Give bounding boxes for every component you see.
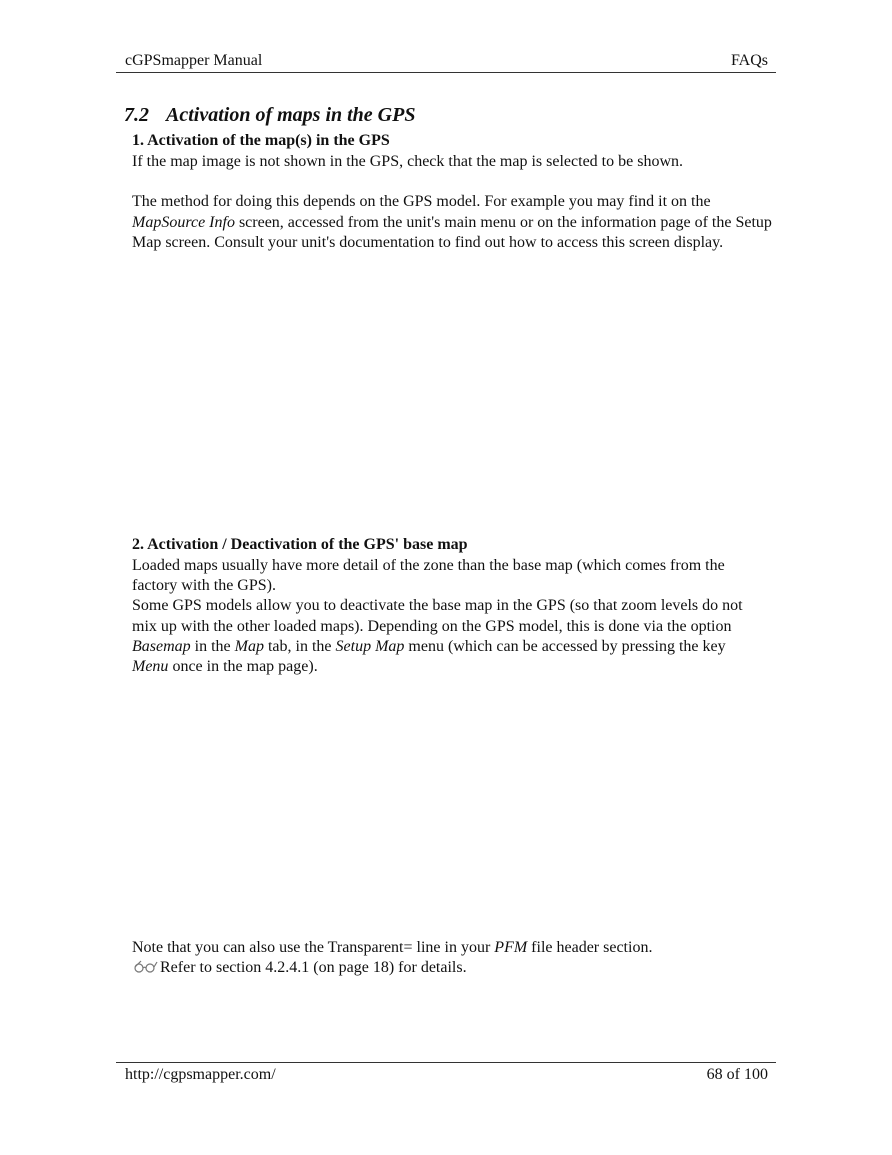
section-title xyxy=(124,104,415,127)
header-chapter: FAQs xyxy=(730,52,768,69)
cross-reference xyxy=(132,958,772,978)
ui-term: Setup Map xyxy=(335,637,405,655)
section-title-text: Activation of maps in the GPS xyxy=(166,104,416,126)
ui-term: Basemap xyxy=(132,637,191,655)
header-manual-title: cGPSmapper Manual xyxy=(125,52,263,69)
note-block xyxy=(132,938,772,978)
paragraph: If the map image is not shown in the GPS, check that the map is selected to be shown. xyxy=(132,153,683,170)
paragraph: Some GPS models allow you to deactivate the base map in the GPS (so that zoom levels do not mix up with the other loaded maps). Depending on the GPS model, this is done via the option Basemap in the Map tab, in the Setup Map menu (which can be accessed by pressing the key Menu once in the map page). xyxy=(132,597,743,676)
paragraph: The method for doing this depends on the GPS model. For example you may find it on the MapSource Info screen, accessed from the unit's main menu or on the information page of the Setup Map screen. Consult your unit's documentation to find out how to access this screen display. xyxy=(132,193,772,251)
subsection-basemap-body xyxy=(132,556,760,677)
ui-term: MapSource Info xyxy=(132,213,235,231)
subsection-heading-activation: 1. Activation of the map(s) in the GPS xyxy=(132,132,390,149)
subsection-heading-basemap: 2. Activation / Deactivation of the GPS' base map xyxy=(132,536,468,553)
paragraph: Loaded maps usually have more detail of the zone than the base map (which comes from the factory with the GPS). xyxy=(132,557,725,595)
file-format-term: PFM xyxy=(494,939,528,956)
page-header xyxy=(116,52,776,73)
subsection-activation-body xyxy=(132,152,772,253)
section-number: 7.2 xyxy=(124,104,149,126)
footer-url[interactable]: http://cgpsmapper.com/ xyxy=(125,1066,276,1083)
cross-reference-text[interactable]: Refer to section 4.2.4.1 (on page 18) for details. xyxy=(160,959,467,977)
reference-glasses-icon xyxy=(132,959,158,973)
page-footer xyxy=(116,1062,776,1085)
page-number: 68 of 100 xyxy=(706,1066,768,1083)
ui-term: Map xyxy=(234,637,264,655)
ui-term: Menu xyxy=(132,658,169,676)
note-paragraph: Note that you can also use the Transparent= line in your PFM file header section. xyxy=(132,939,653,956)
